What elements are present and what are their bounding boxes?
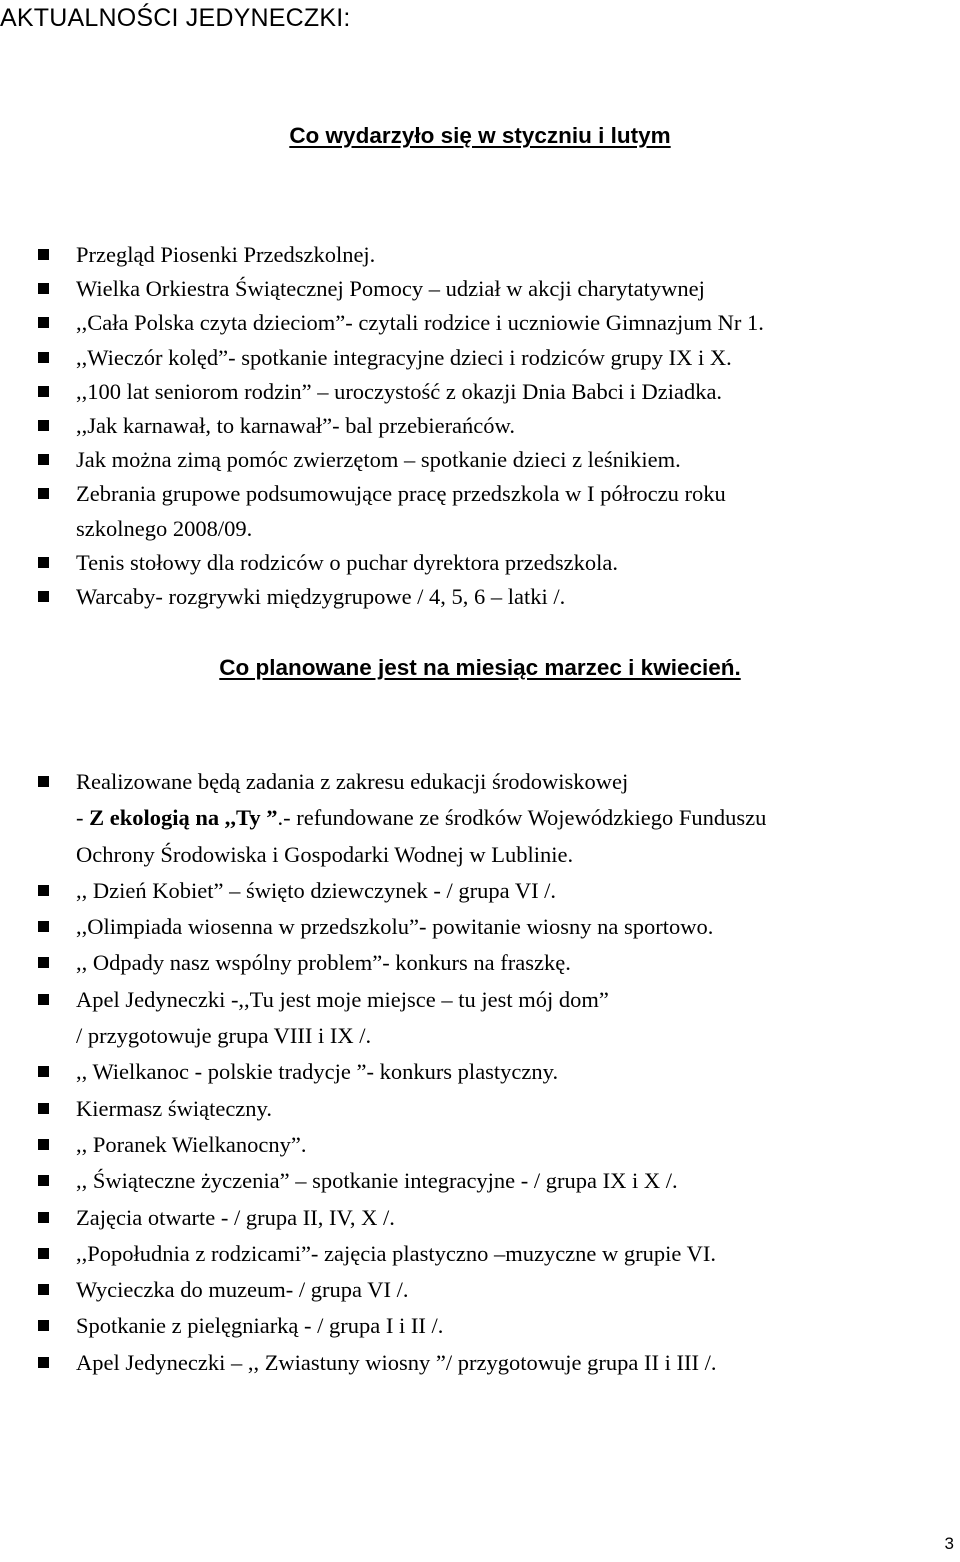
events-list-planned <box>0 764 940 1381</box>
list-item: Przegląd Piosenki Przedszkolnej. <box>0 238 940 272</box>
square-bullet-icon <box>38 317 49 328</box>
list-item: Tenis stołowy dla rodziców o puchar dyrektora przedszkola. <box>0 546 940 580</box>
square-bullet-icon <box>38 994 49 1005</box>
square-bullet-icon <box>38 921 49 932</box>
square-bullet-icon <box>38 352 49 363</box>
square-bullet-icon <box>38 283 49 294</box>
square-bullet-icon <box>38 1212 49 1223</box>
square-bullet-icon <box>38 591 49 602</box>
square-bullet-icon <box>38 1175 49 1186</box>
list-item: Zajęcia otwarte - / grupa II, IV, X /. <box>0 1200 940 1236</box>
square-bullet-icon <box>38 1103 49 1114</box>
list-item: Kiermasz świąteczny. <box>0 1091 940 1127</box>
square-bullet-icon <box>38 454 49 465</box>
list-item: ,,Wieczór kolęd”- spotkanie integracyjne dzieci i rodziców grupy IX i X. <box>0 341 940 375</box>
list-item: ,, Świąteczne życzenia” – spotkanie integracyjne - / grupa IX i X /. <box>0 1163 940 1199</box>
square-bullet-icon <box>38 885 49 896</box>
list-item: ,, Poranek Wielkanocny”. <box>0 1127 940 1163</box>
square-bullet-icon <box>38 776 49 787</box>
list-item: Apel Jedyneczki -,,Tu jest moje miejsce – tu jest mój dom” / przygotowuje grupa VIII i IX /. <box>0 982 940 1055</box>
list-item: ,, Wielkanoc - polskie tradycje ”- konkurs plastyczny. <box>0 1054 940 1090</box>
events-list-past <box>0 238 940 614</box>
list-item: Jak można zimą pomóc zwierzętom – spotkanie dzieci z leśnikiem. <box>0 443 940 477</box>
square-bullet-icon <box>38 420 49 431</box>
list-item: ,,Popołudnia z rodzicami”- zajęcia plastyczno –muzyczne w grupie VI. <box>0 1236 940 1272</box>
list-item: Apel Jedyneczki – ,, Zwiastuny wiosny ”/ przygotowuje grupa II i III /. <box>0 1345 940 1381</box>
square-bullet-icon <box>38 1066 49 1077</box>
square-bullet-icon <box>38 1357 49 1368</box>
square-bullet-icon <box>38 957 49 968</box>
list-item: ,,Olimpiada wiosenna w przedszkolu”- powitanie wiosny na sportowo. <box>0 909 940 945</box>
list-item: ,, Odpady nasz wspólny problem”- konkurs na fraszkę. <box>0 945 940 981</box>
square-bullet-icon <box>38 249 49 260</box>
square-bullet-icon <box>38 386 49 397</box>
list-item: Wycieczka do muzeum- / grupa VI /. <box>0 1272 940 1308</box>
square-bullet-icon <box>38 1284 49 1295</box>
square-bullet-icon <box>38 1248 49 1259</box>
list-item: ,,100 lat seniorom rodzin” – uroczystość z okazji Dnia Babci i Dziadka. <box>0 375 940 409</box>
square-bullet-icon <box>38 1320 49 1331</box>
list-item: ,,Cała Polska czyta dzieciom”- czytali rodzice i uczniowie Gimnazjum Nr 1. <box>0 306 940 340</box>
list-item: Warcaby- rozgrywki międzygrupowe / 4, 5, 6 – latki /. <box>0 580 940 614</box>
square-bullet-icon <box>38 1139 49 1150</box>
square-bullet-icon <box>38 557 49 568</box>
square-bullet-icon <box>38 488 49 499</box>
program-name: Z ekologią na ,,Ty ” <box>89 805 278 831</box>
list-item: Spotkanie z pielęgniarką - / grupa I i II /. <box>0 1308 940 1344</box>
list-item: ,,Jak karnawał, to karnawał”- bal przebierańców. <box>0 409 940 443</box>
list-item: ,, Dzień Kobiet” – święto dziewczynek - / grupa VI /. <box>0 873 940 909</box>
list-item: Wielka Orkiestra Świątecznej Pomocy – udział w akcji charytatywnej <box>0 272 940 306</box>
list-item: Realizowane będą zadania z zakresu edukacji środowiskowej - Z ekologią na ,,Ty ”.- refundowane ze środków Wojewódzkiego Funduszu Ochrony Środowiska i Gospodarki Wodnej w Lublinie. <box>0 764 940 873</box>
page-number: 3 <box>944 1534 954 1553</box>
list-item: Zebrania grupowe podsumowujące pracę przedszkola w I półroczu roku szkolnego 2008/09. <box>0 477 940 545</box>
section-heading-march-april: Co planowane jest na miesiąc marzec i kwiecień. <box>219 655 741 680</box>
page-title: AKTUALNOŚCI JEDYNECZKI: <box>0 4 351 32</box>
section-heading-january-february: Co wydarzyło się w styczniu i lutym <box>289 123 671 148</box>
